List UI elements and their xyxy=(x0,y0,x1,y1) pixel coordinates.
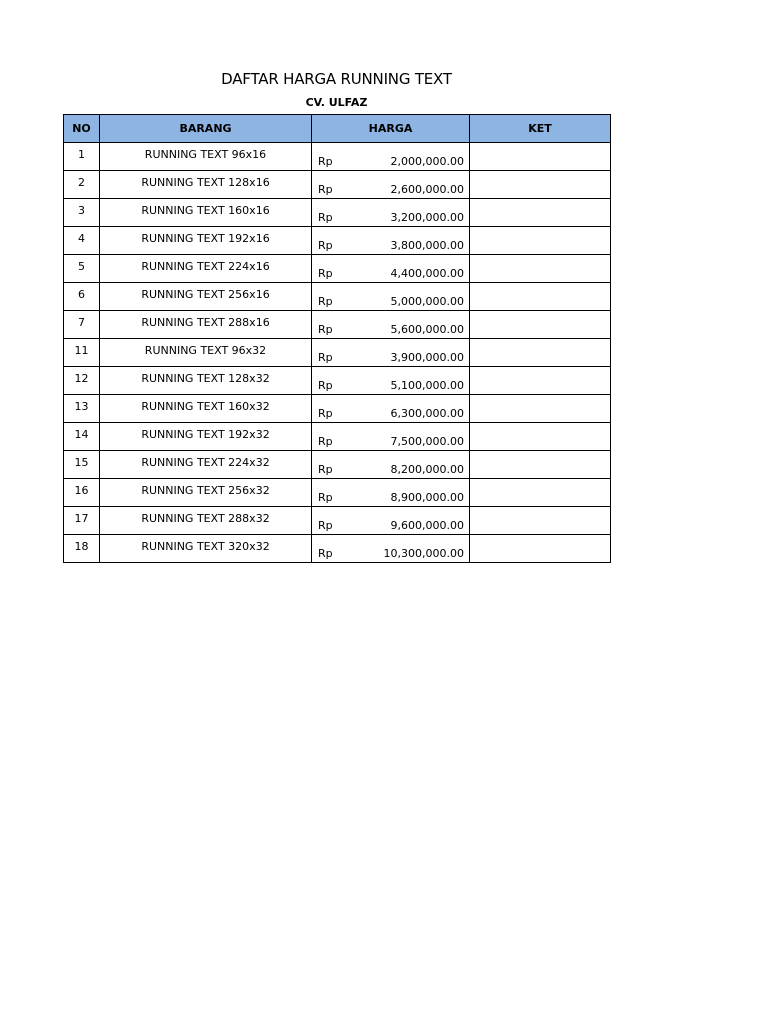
cell-no: 2 xyxy=(64,171,100,199)
price-amount: 3,800,000.00 xyxy=(390,239,464,252)
currency-label: Rp xyxy=(318,435,333,448)
cell-ket xyxy=(470,507,611,535)
cell-harga xyxy=(312,255,470,283)
cell-barang: RUNNING TEXT 192x32 xyxy=(100,423,312,451)
price-amount: 3,200,000.00 xyxy=(390,211,464,224)
cell-ket xyxy=(470,283,611,311)
cell-no: 17 xyxy=(64,507,100,535)
cell-harga xyxy=(312,311,470,339)
cell-barang: RUNNING TEXT 128x32 xyxy=(100,367,312,395)
price-amount: 9,600,000.00 xyxy=(390,519,464,532)
table-row xyxy=(64,227,611,255)
table-row xyxy=(64,283,611,311)
cell-ket xyxy=(470,451,611,479)
header-no: NO xyxy=(64,115,100,143)
table-row xyxy=(64,199,611,227)
price-amount: 2,600,000.00 xyxy=(390,183,464,196)
cell-harga xyxy=(312,395,470,423)
cell-no: 1 xyxy=(64,143,100,171)
cell-ket xyxy=(470,339,611,367)
cell-barang: RUNNING TEXT 160x16 xyxy=(100,199,312,227)
price-amount: 2,000,000.00 xyxy=(390,155,464,168)
cell-harga xyxy=(312,339,470,367)
cell-ket xyxy=(470,311,611,339)
currency-label: Rp xyxy=(318,547,333,560)
table-row xyxy=(64,171,611,199)
header-harga: HARGA xyxy=(312,115,470,143)
currency-label: Rp xyxy=(318,295,333,308)
cell-no: 5 xyxy=(64,255,100,283)
cell-barang: RUNNING TEXT 320x32 xyxy=(100,535,312,563)
cell-ket xyxy=(470,171,611,199)
cell-barang: RUNNING TEXT 224x32 xyxy=(100,451,312,479)
cell-harga xyxy=(312,367,470,395)
currency-label: Rp xyxy=(318,463,333,476)
cell-barang: RUNNING TEXT 160x32 xyxy=(100,395,312,423)
document-title: DAFTAR HARGA RUNNING TEXT xyxy=(221,70,452,88)
currency-label: Rp xyxy=(318,491,333,504)
cell-no: 18 xyxy=(64,535,100,563)
price-amount: 8,900,000.00 xyxy=(390,491,464,504)
table-header-row xyxy=(64,115,611,143)
table-row xyxy=(64,143,611,171)
cell-no: 3 xyxy=(64,199,100,227)
cell-ket xyxy=(470,199,611,227)
cell-harga xyxy=(312,143,470,171)
cell-harga xyxy=(312,479,470,507)
cell-barang: RUNNING TEXT 288x16 xyxy=(100,311,312,339)
currency-label: Rp xyxy=(318,379,333,392)
cell-barang: RUNNING TEXT 96x16 xyxy=(100,143,312,171)
header-ket: KET xyxy=(470,115,611,143)
price-amount: 10,300,000.00 xyxy=(383,547,464,560)
price-amount: 5,100,000.00 xyxy=(390,379,464,392)
cell-barang: RUNNING TEXT 256x32 xyxy=(100,479,312,507)
cell-ket xyxy=(470,395,611,423)
table-row xyxy=(64,535,611,563)
cell-barang: RUNNING TEXT 128x16 xyxy=(100,171,312,199)
currency-label: Rp xyxy=(318,351,333,364)
price-amount: 5,000,000.00 xyxy=(390,295,464,308)
cell-no: 7 xyxy=(64,311,100,339)
cell-harga xyxy=(312,199,470,227)
price-amount: 6,300,000.00 xyxy=(390,407,464,420)
price-table xyxy=(63,114,611,563)
table-row xyxy=(64,479,611,507)
price-amount: 5,600,000.00 xyxy=(390,323,464,336)
header-barang: BARANG xyxy=(100,115,312,143)
cell-barang: RUNNING TEXT 224x16 xyxy=(100,255,312,283)
cell-barang: RUNNING TEXT 96x32 xyxy=(100,339,312,367)
price-amount: 7,500,000.00 xyxy=(390,435,464,448)
cell-no: 16 xyxy=(64,479,100,507)
cell-ket xyxy=(470,535,611,563)
table-row xyxy=(64,311,611,339)
table-row xyxy=(64,395,611,423)
price-amount: 4,400,000.00 xyxy=(390,267,464,280)
currency-label: Rp xyxy=(318,155,333,168)
cell-harga xyxy=(312,451,470,479)
cell-ket xyxy=(470,367,611,395)
cell-harga xyxy=(312,283,470,311)
cell-barang: RUNNING TEXT 256x16 xyxy=(100,283,312,311)
price-amount: 8,200,000.00 xyxy=(390,463,464,476)
cell-no: 12 xyxy=(64,367,100,395)
cell-ket xyxy=(470,143,611,171)
cell-harga xyxy=(312,535,470,563)
cell-no: 4 xyxy=(64,227,100,255)
cell-no: 13 xyxy=(64,395,100,423)
cell-harga xyxy=(312,171,470,199)
table-row xyxy=(64,507,611,535)
cell-barang: RUNNING TEXT 192x16 xyxy=(100,227,312,255)
currency-label: Rp xyxy=(318,239,333,252)
cell-no: 14 xyxy=(64,423,100,451)
currency-label: Rp xyxy=(318,211,333,224)
currency-label: Rp xyxy=(318,519,333,532)
currency-label: Rp xyxy=(318,267,333,280)
table-row xyxy=(64,255,611,283)
cell-ket xyxy=(470,227,611,255)
price-amount: 3,900,000.00 xyxy=(390,351,464,364)
cell-barang: RUNNING TEXT 288x32 xyxy=(100,507,312,535)
table-row xyxy=(64,339,611,367)
cell-ket xyxy=(470,423,611,451)
cell-no: 11 xyxy=(64,339,100,367)
cell-ket xyxy=(470,479,611,507)
cell-ket xyxy=(470,255,611,283)
company-name: CV. ULFAZ xyxy=(305,96,368,109)
currency-label: Rp xyxy=(318,407,333,420)
table-row xyxy=(64,451,611,479)
cell-no: 6 xyxy=(64,283,100,311)
currency-label: Rp xyxy=(318,323,333,336)
table-body xyxy=(64,143,611,563)
cell-harga xyxy=(312,507,470,535)
cell-harga xyxy=(312,227,470,255)
cell-no: 15 xyxy=(64,451,100,479)
table-row xyxy=(64,423,611,451)
table-row xyxy=(64,367,611,395)
currency-label: Rp xyxy=(318,183,333,196)
cell-harga xyxy=(312,423,470,451)
